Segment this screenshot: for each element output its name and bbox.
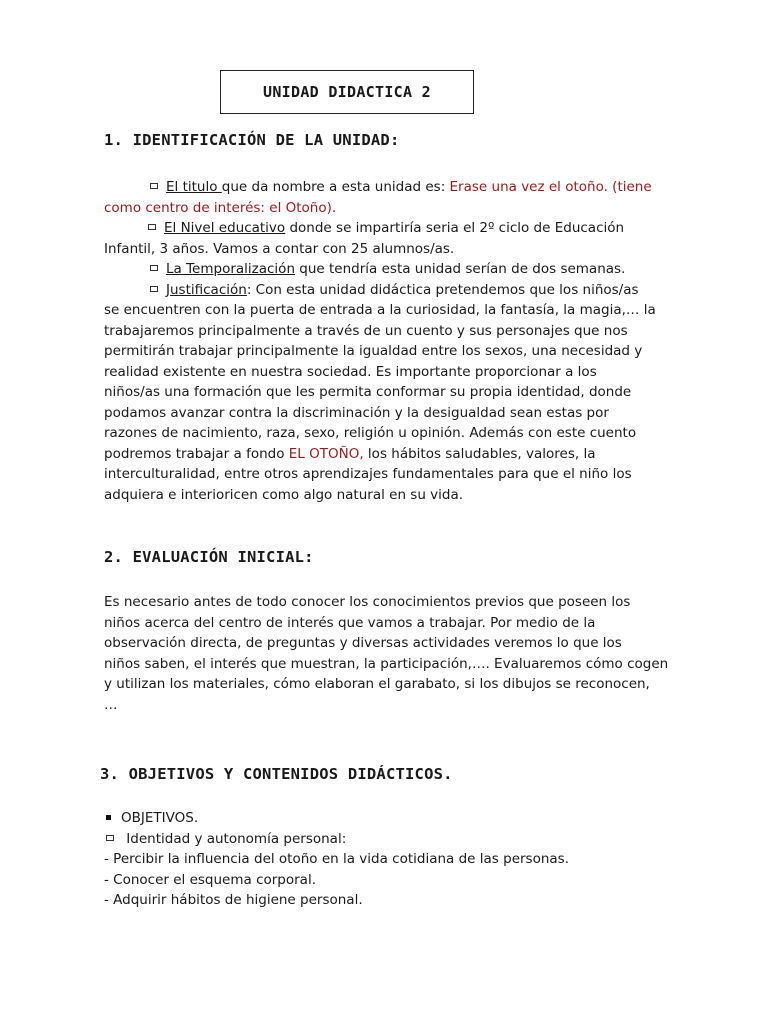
small-square-bullet-icon <box>150 183 158 189</box>
justificacion-line: adquiera e interioricen como algo natural en su vida. <box>104 486 464 503</box>
titulo-red-text-2: como centro de interés: el Otoño). <box>104 199 337 216</box>
evaluacion-line: y utilizan los materiales, cómo elaboran el garabato, si los dibujos se reconocen, <box>104 676 650 692</box>
justificacion-line: niños/as una formación que les permita conformar su propia identidad, donde <box>104 384 632 400</box>
objetivo-item: - Adquirir hábitos de higiene personal. <box>104 892 363 908</box>
justificacion-line: se encuentren con la puerta de entrada a la curiosidad, la fantasía, la magia,… la <box>104 302 656 318</box>
temporalizacion-label: La Temporalización <box>166 261 295 277</box>
nivel-text-2: Infantil, 3 años. Vamos a contar con 25 alumnos/as. <box>104 240 455 257</box>
temporalizacion-text: que tendría esta unidad serían de dos semanas. <box>295 261 626 277</box>
titulo-label: El titulo <box>166 179 222 195</box>
objetivo-item: - Percibir la influencia del otoño en la vida cotidiana de las personas. <box>104 851 569 867</box>
justificacion-otono-pre: podremos trabajar a fondo <box>104 445 289 462</box>
justificacion-line-otono <box>104 444 684 465</box>
small-square-bullet-icon <box>148 224 156 230</box>
nivel-line-1 <box>104 218 684 239</box>
justificacion-otono-red: EL OTOÑO, <box>288 445 364 462</box>
justificacion-line-1 <box>104 280 684 301</box>
justificacion-line: podamos avanzar contra la discriminación y la desigualdad sean estas por <box>104 404 609 421</box>
evaluacion-line: niños acerca del centro de interés que vamos a trabajar. Por medio de la <box>104 614 596 631</box>
section-2-heading: 2. EVALUACIÓN INICIAL: <box>104 548 314 566</box>
titulo-text: que da nombre a esta unidad es: <box>221 179 450 195</box>
black-square-bullet-icon <box>106 815 111 820</box>
document-title: UNIDAD DIDACTICA 2 <box>263 83 431 101</box>
section-3-heading: 3. OBJETIVOS Y CONTENIDOS DIDÁCTICOS. <box>100 765 453 783</box>
justificacion-line: interculturalidad, entre otros aprendizajes fundamentales para que el niño los <box>104 466 632 482</box>
small-square-bullet-icon <box>106 835 114 841</box>
section-1-heading: 1. IDENTIFICACIÓN DE LA UNIDAD: <box>104 131 400 149</box>
evaluacion-line: … <box>104 696 118 713</box>
identidad-label: Identidad y autonomía personal: <box>122 830 347 847</box>
nivel-text-1: donde se impartiría seria el 2º ciclo de Educación <box>285 220 625 236</box>
document-title-box <box>220 70 474 114</box>
justificacion-line: realidad existente en nuestra sociedad. Es importante proporcionar a los <box>104 363 597 380</box>
small-square-bullet-icon <box>150 286 158 292</box>
justificacion-otono-post: los hábitos saludables, valores, la <box>363 445 596 462</box>
evaluacion-line: niños saben, el interés que muestran, la participación,…. Evaluaremos cómo cogen <box>104 655 669 672</box>
objetivos-label: OBJETIVOS. <box>121 810 199 826</box>
objetivos-line <box>104 808 684 829</box>
section-1-body <box>104 177 684 505</box>
titulo-red-text-1: Erase una vez el otoño. (tiene <box>449 179 652 195</box>
section-2-body <box>104 592 684 715</box>
section-3-body <box>104 808 684 911</box>
titulo-line-1 <box>104 177 684 198</box>
nivel-label: El Nivel educativo <box>164 220 286 236</box>
justificacion-line: trabajaremos principalmente a través de un cuento y sus personajes que nos <box>104 322 628 339</box>
evaluacion-line: observación directa, de preguntas y diversas actividades veremos lo que los <box>104 635 622 651</box>
justificacion-line: permitirán trabajar principalmente la igualdad entre los sexos, una necesidad y <box>104 343 643 359</box>
justificacion-line: razones de nacimiento, raza, sexo, religión u opinión. Además con este cuento <box>104 425 637 441</box>
justificacion-text-1: : Con esta unidad didáctica pretendemos que los niños/as <box>246 281 639 298</box>
evaluacion-line: Es necesario antes de todo conocer los conocimientos previos que poseen los <box>104 594 631 610</box>
small-square-bullet-icon <box>150 265 158 271</box>
justificacion-label: Justificación <box>166 281 247 298</box>
identidad-line <box>104 829 684 850</box>
temporalizacion-line <box>104 259 684 280</box>
objetivo-item: - Conocer el esquema corporal. <box>104 871 316 888</box>
